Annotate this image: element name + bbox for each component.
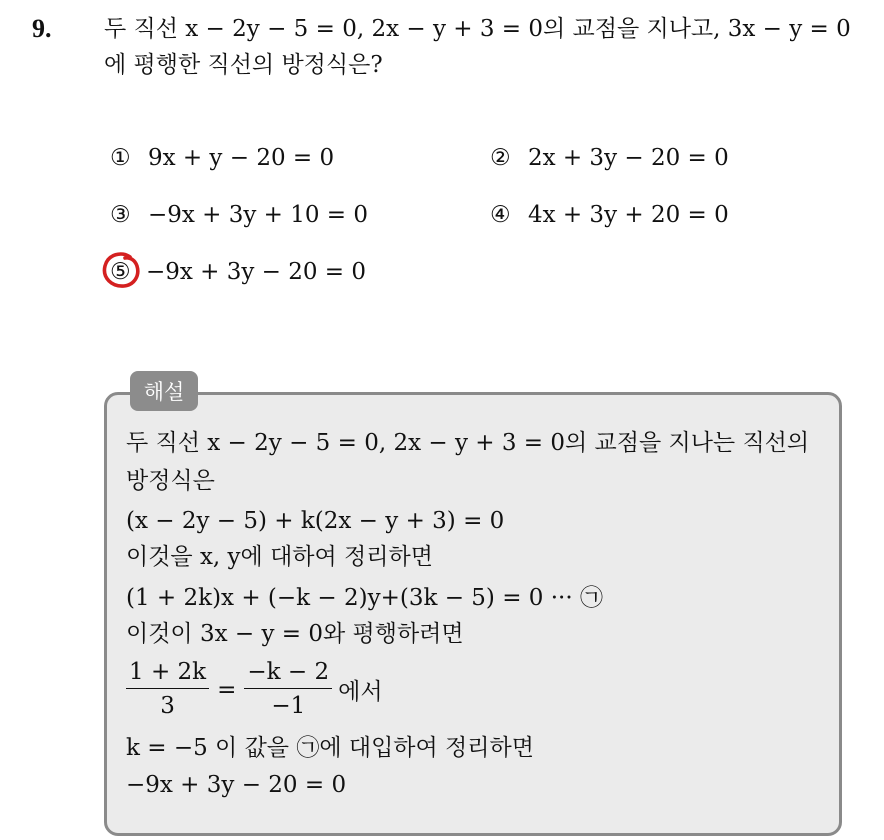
question-number: 9. [32, 14, 52, 43]
fraction-equals: = [217, 676, 237, 703]
solution-line-1: 두 직선 x − 2y − 5 = 0, 2x − y + 3 = 0의 교점을 지나는 직선의 [126, 430, 810, 456]
solution-line-2: 방정식은 [126, 468, 215, 494]
choice-2-text: 2x + 3y − 20 = 0 [527, 145, 729, 171]
choice-2-marker: ② [490, 145, 511, 171]
solution-line-3: (x − 2y − 5) + k(2x − y + 3) = 0 [126, 508, 505, 534]
right-numerator: −k − 2 [244, 658, 332, 689]
choice-5-marker: ⑤ [110, 259, 131, 285]
choice-5-text: −9x + 3y − 20 = 0 [145, 259, 367, 285]
right-denominator: −1 [271, 693, 306, 719]
choice-1-marker: ① [110, 145, 131, 171]
right-fraction [244, 658, 332, 721]
solution-line-6: 이것이 3x − y = 0와 평행하려면 [126, 621, 464, 647]
choice-4-text: 4x + 3y + 20 = 0 [527, 202, 729, 228]
question-text-line-1: 두 직선 x − 2y − 5 = 0, 2x − y + 3 = 0의 교점을 지나고, 3x − y = 0 [104, 16, 851, 42]
choice-1-text: 9x + y − 20 = 0 [147, 145, 335, 171]
choice-5[interactable] [110, 257, 366, 287]
choice-3[interactable] [110, 200, 368, 230]
solution-line-8: −9x + 3y − 20 = 0 [126, 772, 347, 798]
choice-3-marker: ③ [110, 202, 131, 228]
question-text-line-2: 에 평행한 직선의 방정식은? [104, 52, 383, 78]
solution-line-5: (1 + 2k)x + (−k − 2)y+(3k − 5) = 0 ··· ㉠ [126, 585, 603, 611]
solution-tab-label: 해설 [130, 371, 198, 411]
choice-4[interactable] [490, 200, 729, 230]
solution-line-4: 이것을 x, y에 대하여 정리하면 [126, 544, 433, 570]
fraction-tail-text: 에서 [338, 679, 383, 705]
choice-4-marker: ④ [490, 202, 511, 228]
left-denominator: 3 [160, 693, 175, 719]
left-numerator: 1 + 2k [126, 658, 209, 689]
choice-3-text: −9x + 3y + 10 = 0 [147, 202, 369, 228]
choice-2[interactable] [490, 143, 729, 173]
solution-fraction-equation [126, 658, 383, 721]
choice-1[interactable] [110, 143, 334, 173]
answer-circle-mark-icon [100, 249, 142, 291]
solution-line-7: k = −5 이 값을 ㉠에 대입하여 정리하면 [126, 735, 534, 761]
left-fraction [126, 658, 209, 721]
